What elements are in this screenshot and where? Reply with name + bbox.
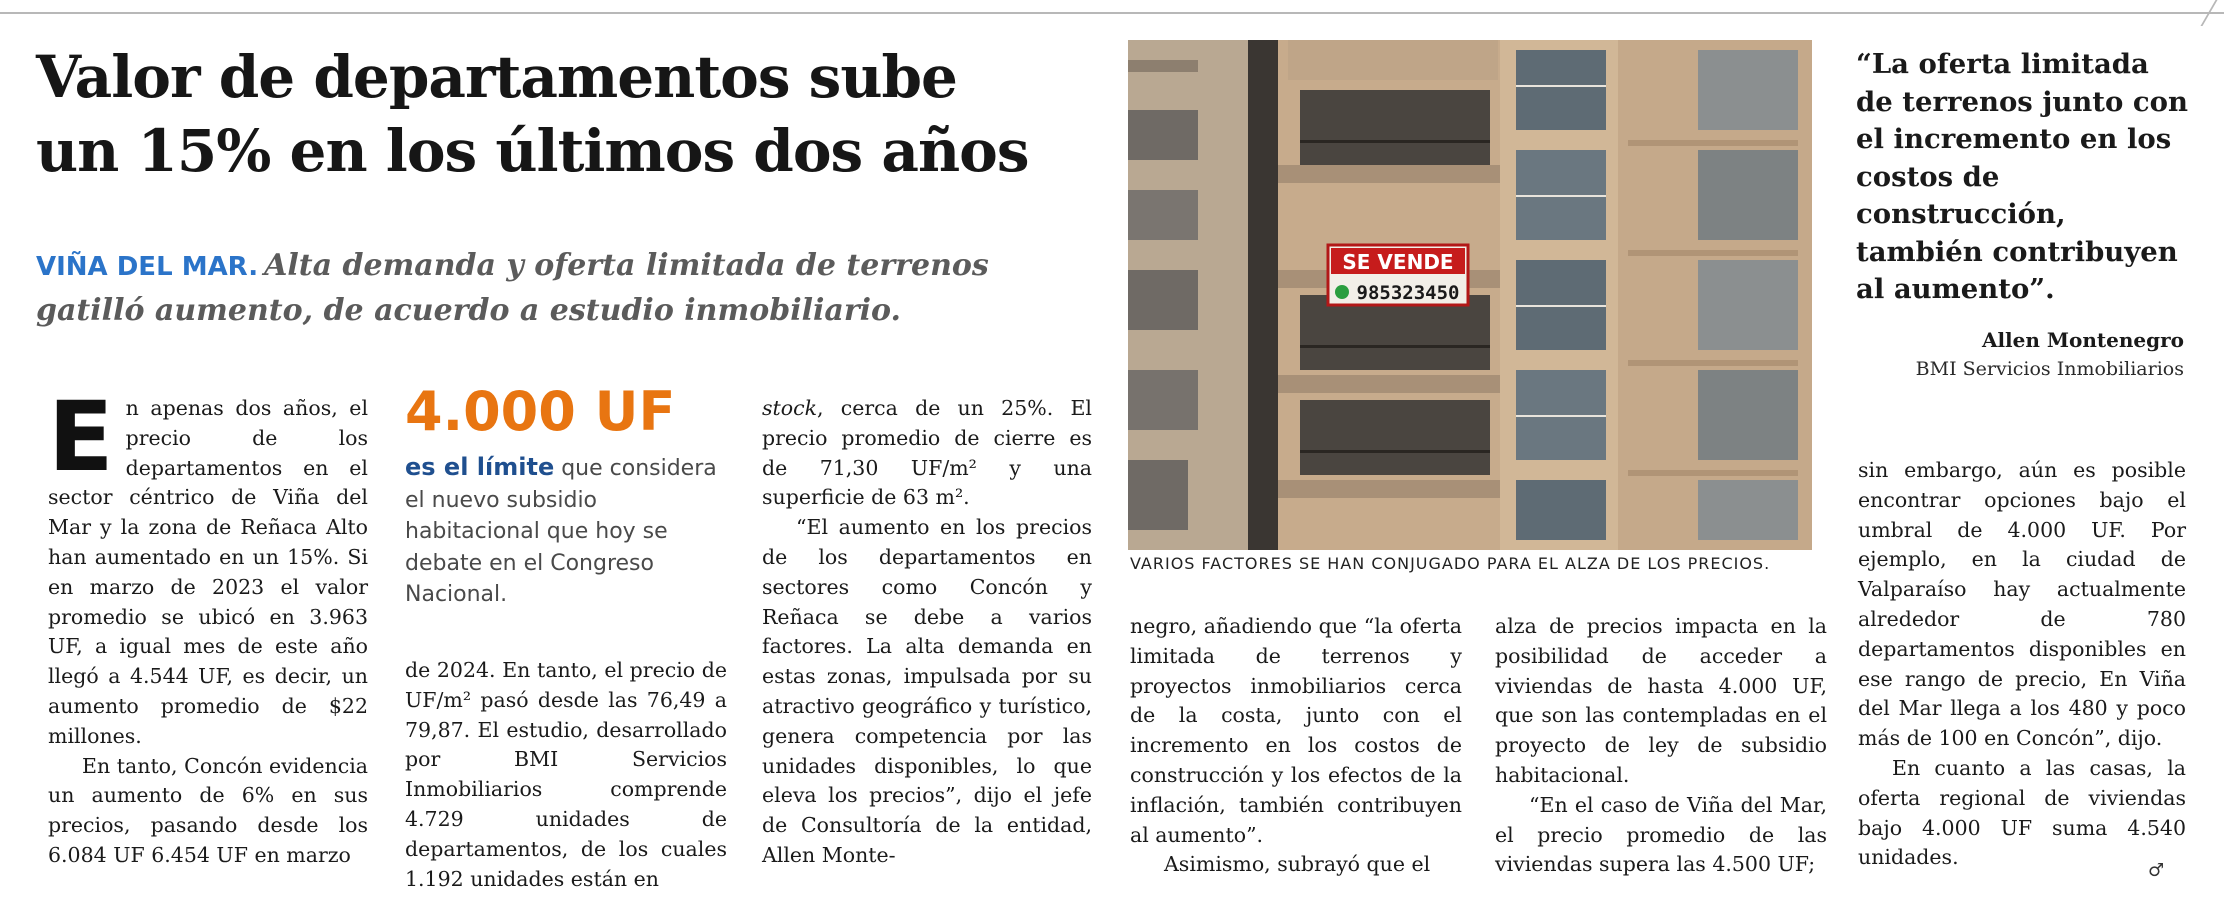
photo-caption: VARIOS FACTORES SE HAN CONJUGADO PARA EL ALZA DE LOS PRECIOS. <box>1130 554 1771 573</box>
drop-cap: E <box>48 381 114 493</box>
quote-author-role: BMI Servicios Inmobiliarios <box>1915 358 2184 380</box>
end-mark-icon: ♂ <box>2148 860 2165 881</box>
sign-text: SE VENDE <box>1342 250 1454 274</box>
column-2-paragraph-1: de 2024. En tanto, el precio de UF/m² pasó desde las 76,49 a 79,87. El estudio, desarrollado por BMI Servicios Inmobiliarios comprende 4.729 unidades de departamentos, de los cuales 1.192 unidades están en <box>405 658 727 891</box>
column-4-paragraph-1: negro, añadiendo que “la oferta limitada de terrenos y proyectos inmobiliarios cerca de la costa, junto con el incremento en los costos de construcción y los efectos de la inflación, también contribuyen al aumento”. <box>1130 614 1462 847</box>
column-6-paragraph-1: sin embargo, aún es posible encontrar opciones bajo el umbral de 4.000 UF. Por ejemplo, en la ciudad de Valparaíso hay actualmente alrededor de 780 departamentos disponibles en ese rango de precio, En Viña del Mar llega a los 480 y poco más de 100 en Concón”, dijo. <box>1858 458 2186 751</box>
column-6-paragraph-2: En cuanto a las casas, la oferta regional de viviendas bajo 4.000 UF suma 4.540 unidades. <box>1858 755 2186 870</box>
column-3-paragraph-1: , cerca de un 25%. El precio promedio de cierre es de 71,30 UF/m² y una superficie de 63 m². <box>762 396 1092 510</box>
column-6 <box>1858 456 2186 873</box>
column-4 <box>1130 612 1462 880</box>
kicker-place: VIÑA DEL MAR. <box>36 252 259 282</box>
headline-line-2: un 15% en los últimos dos años <box>36 117 1029 185</box>
highlight-lead: es el límite <box>405 453 555 481</box>
column-5-paragraph-2: “En el caso de Viña del Mar, el precio promedio de las viviendas supera las 4.500 UF; <box>1495 792 1827 877</box>
quote-author: Allen Montenegro <box>1981 328 2184 352</box>
whatsapp-icon <box>1335 285 1349 299</box>
building-illustration <box>1128 40 1812 550</box>
column-1-paragraph-2: En tanto, Concón evidencia un aumento de 6% en sus precios, pasando desde los 6.084 UF 6.454 UF en marzo <box>48 753 368 867</box>
column-3 <box>762 394 1092 871</box>
column-1-paragraph-1: n apenas dos años, el precio de los departamentos en el sector céntrico de Viña del Mar y la zona de Reñaca Alto han aumentado en un 15%. Si en marzo de 2023 el valor promedio se ubicó en 3.963 UF, a igual mes de este año llegó a 4.544 UF, es decir, un aumento promedio de $22 millones. <box>48 396 368 748</box>
headline-line-1: Valor de departamentos sube <box>36 43 957 111</box>
column-3-paragraph-2: “El aumento en los precios de los departamentos en sectores como Concón y Reñaca se debe a varios factores. La alta demanda en estas zonas, impulsada por su atractivo geográfico y turístico, genera competencia por las unidades disponibles, lo que eleva los precios”, dijo el jefe de Consultoría de la entidad, Allen Monte- <box>762 515 1092 867</box>
highlight-text: que considera el nuevo subsidio habitacional que hoy se debate en el Congreso Nacional. <box>405 456 717 607</box>
stock-word: stock <box>762 396 818 420</box>
column-5 <box>1495 612 1827 880</box>
kicker-text: Alta demanda y oferta limitada de terrenos gatilló aumento, de acuerdo a estudio inmobiliario. <box>36 248 989 328</box>
pull-quote: “La oferta limitada de terrenos junto con el incremento en los costos de construcción, también contribuyen al aumento”. <box>1856 48 2189 305</box>
highlight-box <box>405 452 727 611</box>
kicker <box>36 244 1076 333</box>
column-1 <box>48 381 368 871</box>
column-5-paragraph-1: alza de precios impacta en la posibilidad de acceder a viviendas de hasta 4.000 UF, que son las contempladas en el proyecto de ley de subsidio habitacional. <box>1495 614 1827 787</box>
building-photo <box>1128 40 1812 550</box>
sign-phone: 985323450 <box>1356 282 1460 304</box>
highlight-number: 4.000 UF <box>405 380 676 443</box>
column-4-paragraph-2: Asimismo, subrayó que el <box>1164 852 1431 877</box>
headline <box>36 40 1116 188</box>
top-rule <box>0 12 2224 14</box>
column-2 <box>405 656 727 894</box>
